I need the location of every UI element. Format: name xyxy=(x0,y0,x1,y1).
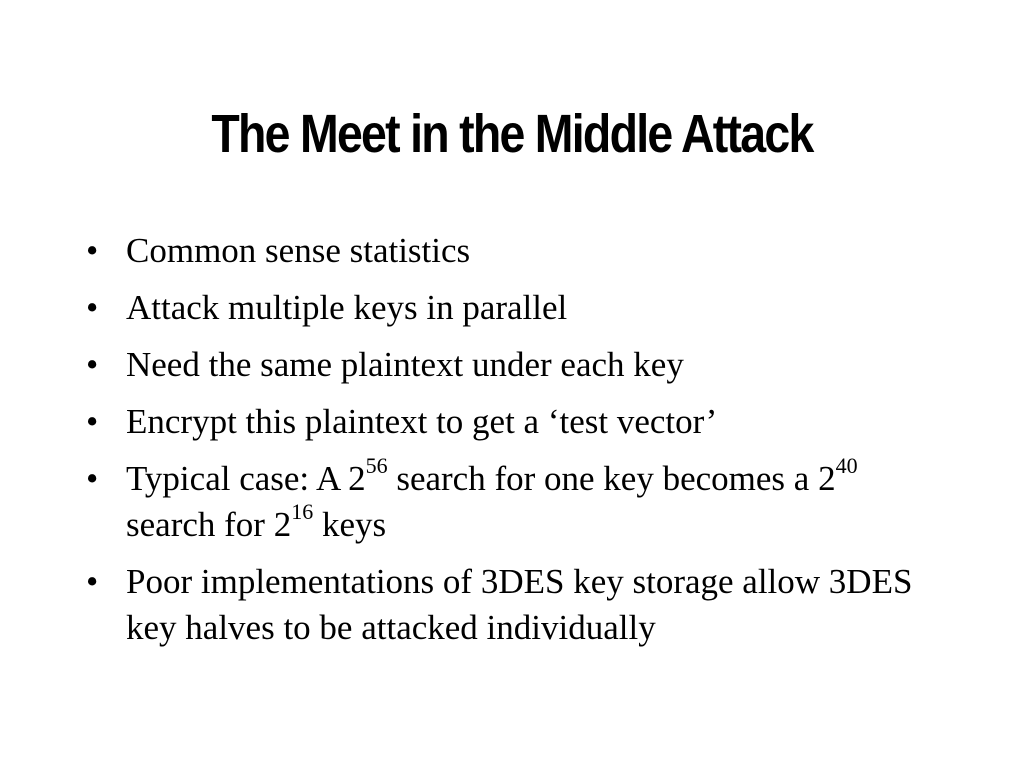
text-segment: search for one key becomes a 2 xyxy=(387,459,836,498)
bullet-item xyxy=(82,559,942,651)
bullet-text-typical-case xyxy=(126,453,858,544)
bullet-list xyxy=(82,228,942,662)
bullet-icon: • xyxy=(86,562,99,601)
bullet-icon: • xyxy=(86,402,99,441)
exponent: 16 xyxy=(291,499,314,525)
bullet-text: Common sense statistics xyxy=(126,231,471,270)
bullet-item xyxy=(82,453,942,548)
bullet-icon: • xyxy=(86,288,99,327)
text-segment: search for 2 xyxy=(126,505,292,544)
text-segment: Typical case: A 2 xyxy=(126,459,366,498)
bullet-item xyxy=(82,399,942,445)
bullet-text: Need the same plaintext under each key xyxy=(126,345,684,384)
bullet-text: Attack multiple keys in parallel xyxy=(126,288,568,327)
exponent: 40 xyxy=(835,453,858,479)
bullet-text: Encrypt this plaintext to get a ‘test vector’ xyxy=(126,402,718,441)
exponent: 56 xyxy=(365,453,388,479)
bullet-icon: • xyxy=(86,231,99,270)
bullet-text: Poor implementations of 3DES key storage allow 3DES key halves to be attacked individually xyxy=(126,562,913,647)
bullet-item xyxy=(82,228,942,274)
bullet-item xyxy=(82,285,942,331)
slide-title: The Meet in the Middle Attack xyxy=(211,104,813,164)
bullet-item xyxy=(82,342,942,388)
text-segment: keys xyxy=(313,505,387,544)
bullet-icon: • xyxy=(86,345,99,384)
bullet-icon: • xyxy=(86,459,99,498)
